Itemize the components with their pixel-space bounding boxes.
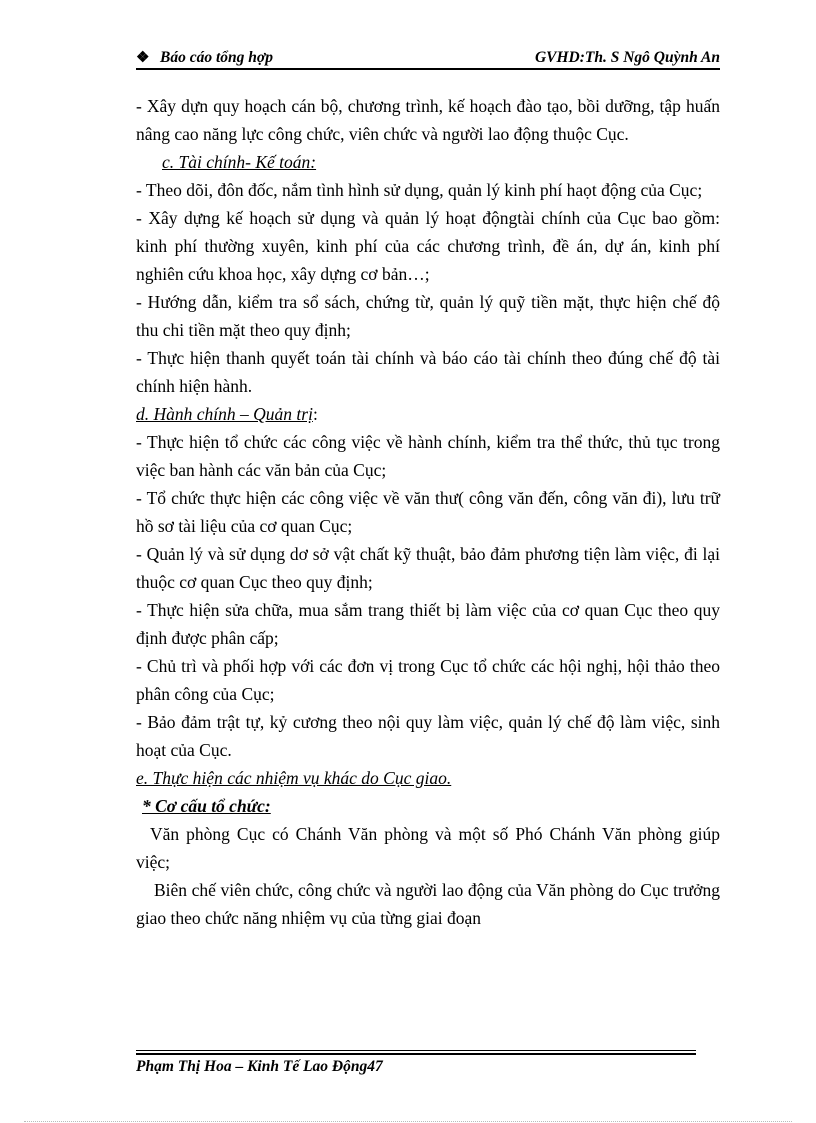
- paragraph: - Xây dựng kế hoạch sử dụng và quản lý hoạt độngtài chính của Cục bao gồm: kinh phí thường xuyên, kinh phí của các chương trình, đề án, dự án, kinh phí nghiên cứu khoa học, xây dựng cơ bản…;: [136, 208, 720, 284]
- header-title: Báo cáo tổng hợp: [160, 49, 273, 66]
- paragraph: - Quản lý và sử dụng dơ sở vật chất kỹ thuật, bảo đảm phương tiện làm việc, đi lại thuộc cơ quan Cục theo quy định;: [136, 544, 720, 592]
- paragraph: - Bảo đảm trật tự, kỷ cương theo nội quy làm việc, quản lý chế độ làm việc, sinh hoạt của Cục.: [136, 712, 720, 760]
- footer-divider: [136, 1050, 696, 1051]
- paragraph: - Hướng dẫn, kiểm tra sổ sách, chứng từ, quản lý quỹ tiền mặt, thực hiện chế độ thu chi tiền mặt theo quy định;: [136, 292, 720, 340]
- paragraph: Biên chế viên chức, công chức và người lao động của Văn phòng do Cục trưởng giao theo chức năng nhiệm vụ của từng giai đoạn: [136, 880, 720, 928]
- footer-divider: [136, 1053, 696, 1055]
- paragraph: - Thực hiện thanh quyết toán tài chính và báo cáo tài chính theo đúng chế độ tài chính hiện hành.: [136, 348, 720, 396]
- paragraph: - Chủ trì và phối hợp với các đơn vị trong Cục tổ chức các hội nghị, hội thảo theo phân công của Cục;: [136, 656, 720, 704]
- paragraph: - Xây dựn quy hoạch cán bộ, chương trình, kế hoạch đào tạo, bồi dưỡng, tập huấn nâng cao năng lực công chức, viên chức và người lao động thuộc Cục.: [136, 96, 720, 144]
- paragraph: - Tổ chức thực hiện các công việc về văn thư( công văn đến, công văn đi), lưu trữ hồ sơ tài liệu của cơ quan Cục;: [136, 488, 720, 536]
- document-body: [136, 92, 720, 932]
- page-footer: Phạm Thị Hoa – Kinh Tế Lao Động47: [136, 1058, 383, 1075]
- paragraph: Văn phòng Cục có Chánh Văn phòng và một số Phó Chánh Văn phòng giúp việc;: [136, 824, 720, 872]
- diamond-bullet-icon: ❖: [136, 50, 150, 66]
- section-heading-structure: * Cơ cấu tổ chức:: [142, 796, 271, 816]
- section-heading-admin-text: d. Hành chính – Quản trị: [136, 404, 313, 424]
- page-bottom-border: [24, 1121, 792, 1122]
- header-supervisor: GVHD:Th. S Ngô Quỳnh An: [534, 49, 720, 66]
- page-header: [136, 46, 720, 70]
- paragraph: - Thực hiện sửa chữa, mua sắm trang thiết bị làm việc của cơ quan Cục theo quy định được phân cấp;: [136, 600, 720, 648]
- section-heading-finance: c. Tài chính- Kế toán:: [162, 152, 317, 172]
- paragraph: - Theo dõi, đôn đốc, nắm tình hình sử dụng, quản lý kinh phí haọt động của Cục;: [136, 180, 703, 200]
- section-heading-admin-colon: :: [312, 404, 318, 424]
- section-heading-admin: [136, 400, 720, 428]
- paragraph: - Thực hiện tổ chức các công việc về hành chính, kiểm tra thể thức, thủ tục trong việc ban hành các văn bản của Cục;: [136, 432, 720, 480]
- section-heading-other-tasks: e. Thực hiện các nhiệm vụ khác do Cục giao.: [136, 768, 452, 788]
